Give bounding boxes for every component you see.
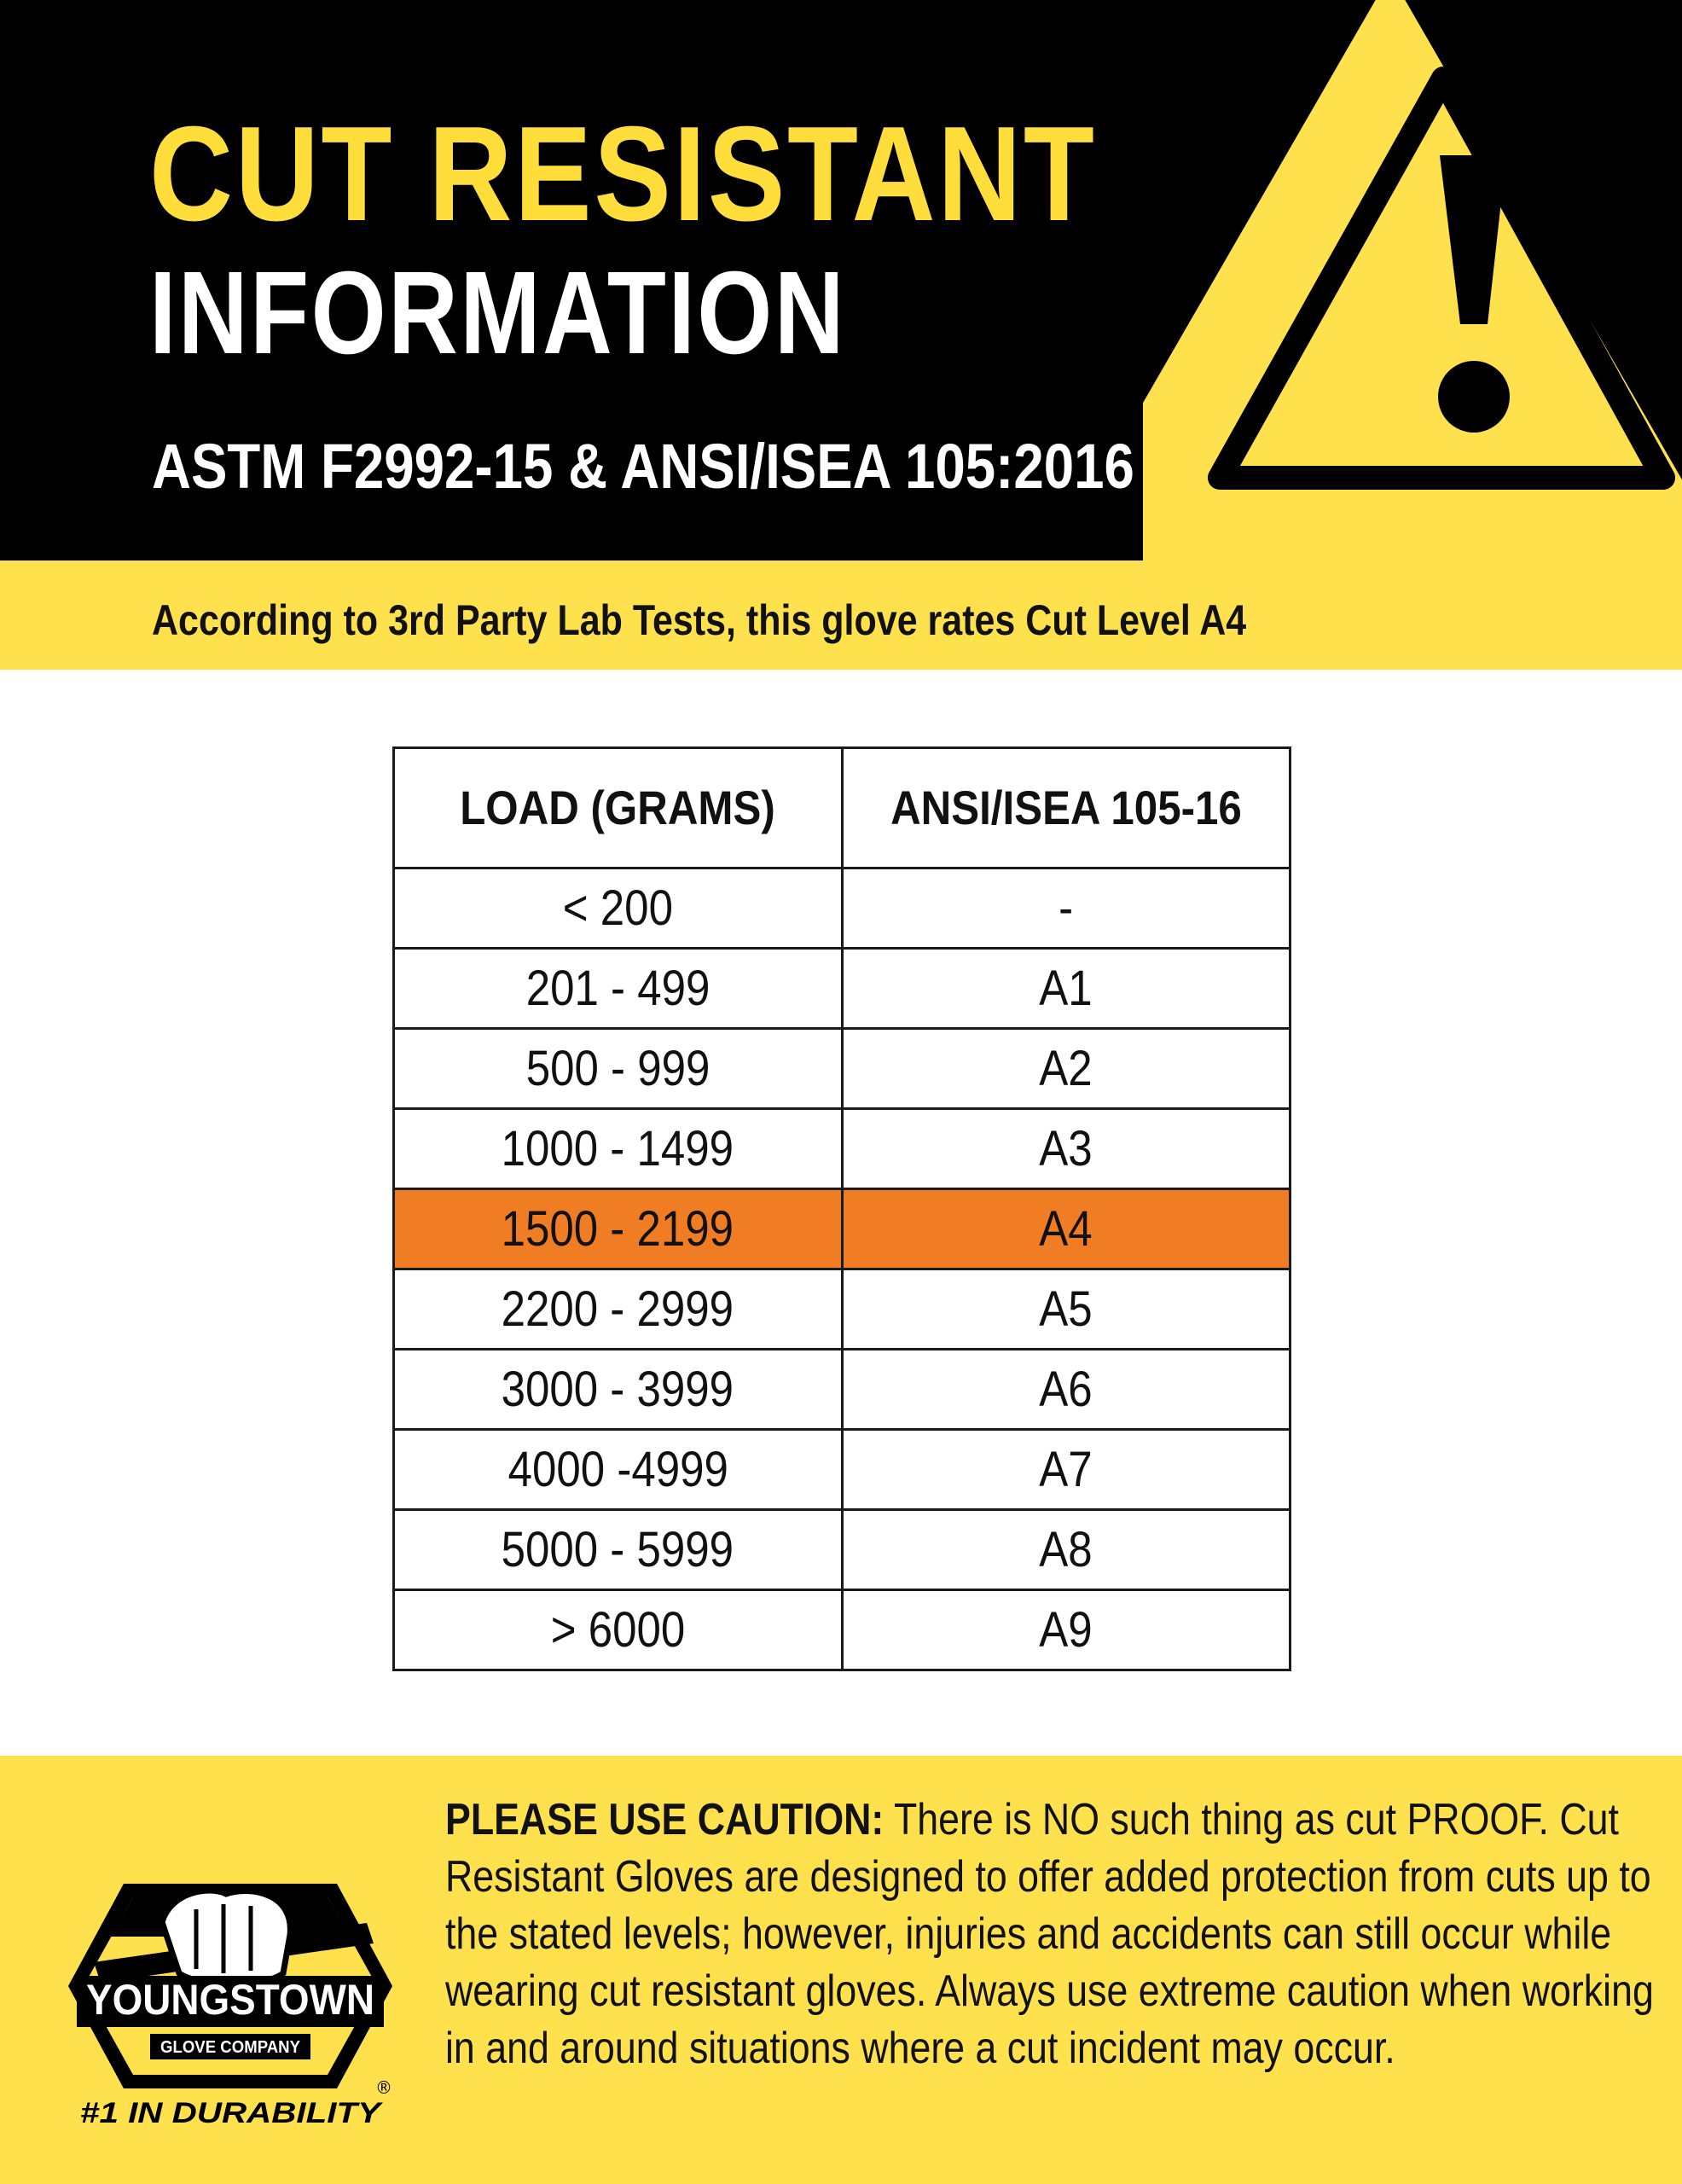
- caution-notice: [445, 1792, 1663, 2077]
- level-cell: A7: [842, 1430, 1290, 1510]
- load-cell: 1000 - 1499: [394, 1109, 843, 1189]
- table-row: [394, 1109, 1290, 1189]
- column-header-load: LOAD (GRAMS): [394, 748, 843, 868]
- rating-statement: According to 3rd Party Lab Tests, this glove rates Cut Level A4: [152, 596, 1247, 644]
- table-row-highlighted: [394, 1189, 1290, 1269]
- header-banner: [0, 0, 1682, 561]
- level-cell: A8: [842, 1510, 1290, 1590]
- load-cell: 3000 - 3999: [394, 1350, 843, 1430]
- footer-caution-panel: [0, 1756, 1682, 2184]
- table-row: [394, 1269, 1290, 1350]
- rating-band: [0, 561, 1682, 670]
- logo-tagline: #1 IN DURABILITY: [80, 2097, 384, 2129]
- level-cell: -: [842, 868, 1290, 949]
- load-cell: < 200: [394, 868, 843, 949]
- load-cell: > 6000: [394, 1590, 843, 1670]
- level-cell: A2: [842, 1029, 1290, 1109]
- warning-triangle-icon: [1143, 0, 1682, 561]
- column-header-level: ANSI/ISEA 105-16: [842, 748, 1290, 868]
- load-cell: 4000 -4999: [394, 1430, 843, 1510]
- caution-lead: PLEASE USE CAUTION:: [445, 1795, 884, 1844]
- logo-subtitle-text: GLOVE COMPANY: [160, 2038, 301, 2057]
- youngstown-logo: [60, 1841, 401, 2131]
- title-line-2: INFORMATION: [149, 247, 846, 379]
- logo-brand-text: YOUNGSTOWN: [86, 1976, 374, 2024]
- title-line-1: CUT RESISTANT: [149, 99, 1097, 249]
- load-cell: 201 - 499: [394, 949, 843, 1029]
- level-cell: A3: [842, 1109, 1290, 1189]
- level-cell: A6: [842, 1350, 1290, 1430]
- cut-level-table: [392, 746, 1291, 1671]
- level-cell: A5: [842, 1269, 1290, 1350]
- level-cell: A9: [842, 1590, 1290, 1670]
- level-cell: A1: [842, 949, 1290, 1029]
- caution-body: There is NO such thing as cut PROOF. Cut Resistant Gloves are designed to offer added protection from cuts up to the stated levels; however, injuries and accidents can still occur while wearing cut resistant gloves. Always use extreme caution when working in and around situations where a cut incident may occur.: [445, 1795, 1654, 2073]
- load-cell: 1500 - 2199: [394, 1189, 843, 1269]
- svg-text:®: ®: [375, 2077, 392, 2098]
- table-row: [394, 1029, 1290, 1109]
- table-row: [394, 1510, 1290, 1590]
- load-cell: 500 - 999: [394, 1029, 843, 1109]
- level-cell: A4: [842, 1189, 1290, 1269]
- table-row: [394, 1590, 1290, 1670]
- load-cell: 5000 - 5999: [394, 1510, 843, 1590]
- table-row: [394, 1350, 1290, 1430]
- load-cell: 2200 - 2999: [394, 1269, 843, 1350]
- table-header-row: [394, 748, 1290, 868]
- table-row: [394, 868, 1290, 949]
- table-row: [394, 1430, 1290, 1510]
- table-row: [394, 949, 1290, 1029]
- standards-subtitle: ASTM F2992-15 & ANSI/ISEA 105:2016: [152, 431, 1134, 502]
